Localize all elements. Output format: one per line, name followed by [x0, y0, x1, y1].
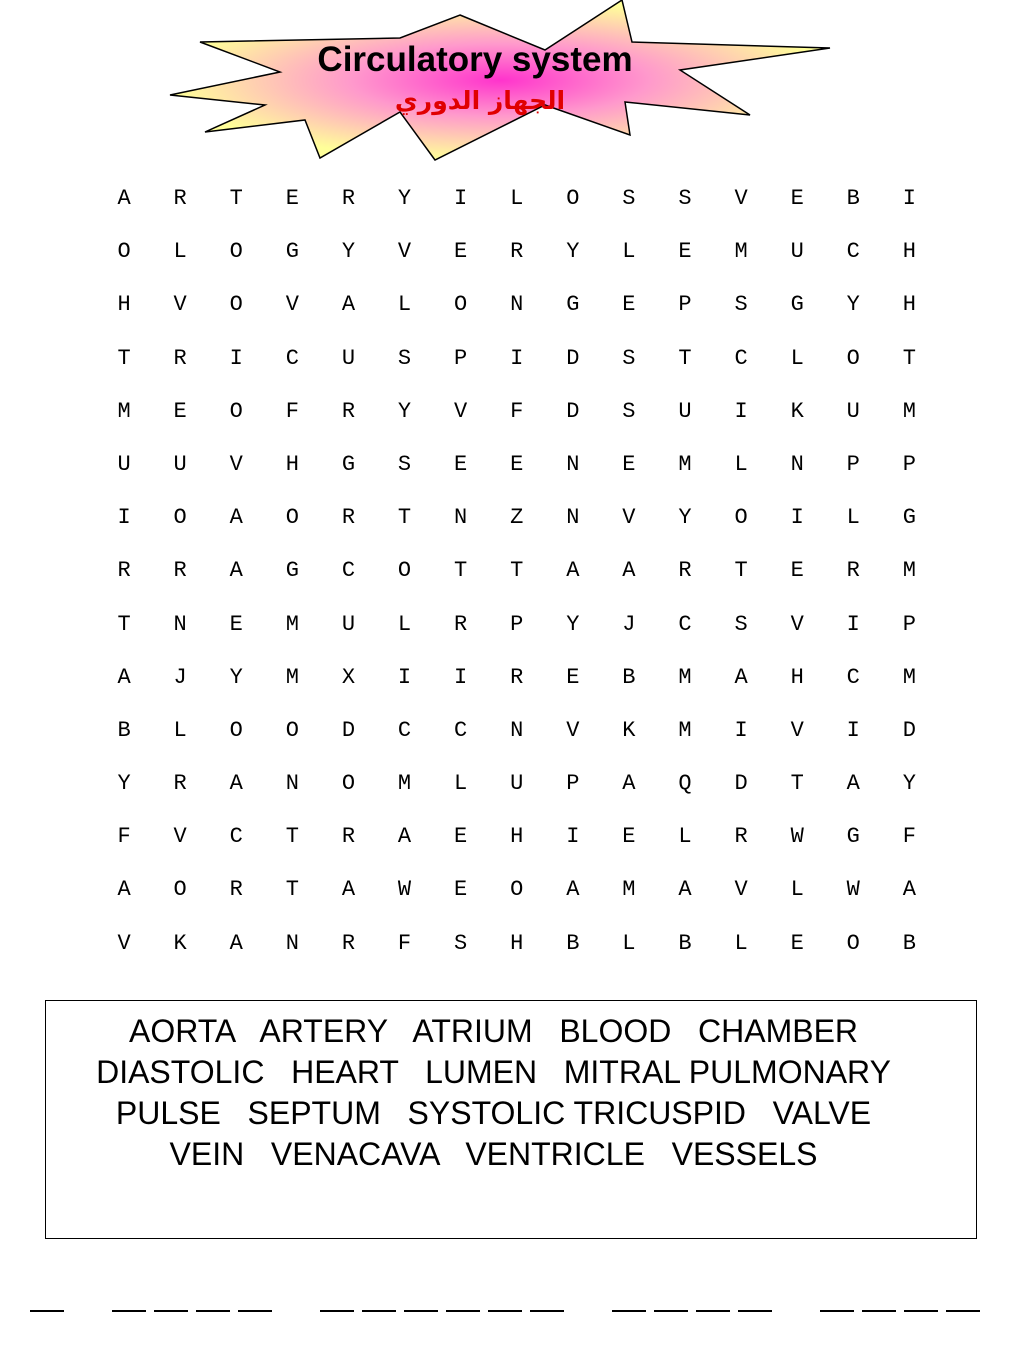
grid-cell[interactable]: V: [454, 398, 468, 424]
grid-cell[interactable]: O: [510, 877, 524, 903]
grid-cell[interactable]: L: [173, 239, 187, 265]
grid-cell[interactable]: I: [117, 505, 131, 531]
grid-cell[interactable]: E: [454, 451, 468, 477]
grid-cell[interactable]: E: [678, 239, 692, 265]
grid-cell[interactable]: E: [454, 877, 468, 903]
grid-cell[interactable]: A: [229, 771, 243, 797]
answer-blank[interactable]: [446, 1310, 480, 1312]
grid-cell[interactable]: R: [454, 611, 468, 637]
grid-cell[interactable]: V: [173, 292, 187, 318]
grid-cell[interactable]: U: [117, 451, 131, 477]
grid-row: [96, 172, 937, 225]
grid-cell[interactable]: E: [790, 930, 804, 956]
grid-cell[interactable]: G: [566, 292, 580, 318]
grid-cell[interactable]: I: [566, 824, 580, 850]
grid-cell[interactable]: Y: [397, 398, 412, 424]
answer-blank[interactable]: [946, 1310, 980, 1312]
grid-cell[interactable]: R: [173, 558, 187, 584]
grid-cell[interactable]: E: [790, 558, 804, 584]
grid-cell[interactable]: H: [510, 824, 524, 850]
grid-cell[interactable]: Y: [397, 186, 412, 211]
grid-cell[interactable]: I: [510, 345, 524, 371]
grid-cell[interactable]: N: [566, 505, 580, 531]
grid-cell[interactable]: L: [397, 611, 412, 637]
grid-cell[interactable]: R: [173, 771, 187, 797]
grid-cell[interactable]: M: [678, 451, 692, 477]
grid-cell[interactable]: H: [285, 451, 299, 477]
grid-cell[interactable]: D: [341, 717, 356, 743]
grid-cell[interactable]: T: [285, 877, 299, 903]
grid-cell[interactable]: H: [902, 292, 916, 318]
answer-blank[interactable]: [30, 1310, 64, 1312]
grid-cell[interactable]: S: [678, 186, 692, 211]
grid-cell[interactable]: T: [397, 505, 412, 531]
grid-cell[interactable]: O: [454, 292, 468, 318]
grid-cell[interactable]: E: [622, 292, 636, 318]
grid-cell[interactable]: V: [790, 717, 804, 743]
grid-cell[interactable]: B: [622, 664, 636, 690]
grid-cell[interactable]: V: [397, 239, 412, 265]
page-title-arabic: الجهاز الدوري: [394, 86, 566, 115]
grid-cell[interactable]: R: [510, 664, 524, 690]
grid-cell[interactable]: O: [229, 398, 243, 424]
grid-cell[interactable]: E: [790, 186, 804, 211]
grid-cell[interactable]: R: [341, 824, 356, 850]
grid-cell[interactable]: Z: [510, 505, 524, 531]
grid-cell[interactable]: R: [341, 186, 356, 211]
grid-cell[interactable]: B: [846, 186, 860, 211]
grid-cell[interactable]: Y: [566, 239, 580, 265]
grid-cell[interactable]: S: [397, 451, 412, 477]
grid-row: [96, 917, 937, 970]
grid-cell[interactable]: N: [285, 771, 299, 797]
grid-cell[interactable]: G: [790, 292, 804, 318]
grid-row: [96, 598, 937, 651]
grid-cell[interactable]: U: [173, 451, 187, 477]
grid-cell[interactable]: T: [285, 824, 299, 850]
grid-cell[interactable]: V: [734, 877, 748, 903]
grid-cell[interactable]: J: [622, 611, 636, 637]
grid-cell[interactable]: N: [566, 451, 580, 477]
grid-cell[interactable]: U: [790, 239, 804, 265]
grid-cell[interactable]: S: [397, 345, 412, 371]
grid-row: [96, 863, 937, 916]
grid-cell[interactable]: O: [117, 239, 131, 265]
grid-cell[interactable]: A: [397, 824, 412, 850]
answer-blank[interactable]: [696, 1310, 730, 1312]
page-title: Circulatory system: [317, 40, 633, 79]
answer-blank[interactable]: [654, 1310, 688, 1312]
grid-cell[interactable]: T: [902, 345, 916, 371]
grid-cell[interactable]: E: [454, 239, 468, 265]
grid-cell[interactable]: O: [173, 505, 187, 531]
grid-cell[interactable]: O: [846, 345, 860, 371]
grid-cell[interactable]: A: [117, 664, 131, 690]
answer-blank[interactable]: [738, 1310, 772, 1312]
grid-cell[interactable]: M: [622, 877, 636, 903]
grid-cell[interactable]: J: [173, 664, 187, 690]
grid-cell[interactable]: I: [790, 505, 804, 531]
grid-cell[interactable]: E: [510, 451, 524, 477]
grid-cell[interactable]: R: [173, 186, 187, 211]
answer-blank[interactable]: [862, 1310, 896, 1312]
grid-cell[interactable]: K: [173, 930, 187, 956]
grid-cell[interactable]: A: [341, 292, 356, 318]
grid-cell[interactable]: I: [734, 398, 748, 424]
grid-cell[interactable]: Y: [902, 771, 916, 797]
grid-cell[interactable]: E: [622, 451, 636, 477]
grid-cell[interactable]: A: [734, 664, 748, 690]
grid-row: [96, 757, 937, 810]
answer-blank[interactable]: [196, 1310, 230, 1312]
word-list-line: DIASTOLIC HEART LUMEN MITRAL PULMONARY: [96, 1054, 891, 1090]
grid-cell[interactable]: Q: [678, 771, 692, 797]
grid-cell[interactable]: B: [678, 930, 692, 956]
grid-cell[interactable]: G: [285, 558, 299, 584]
grid-cell[interactable]: P: [566, 771, 580, 797]
grid-cell[interactable]: Y: [846, 292, 860, 318]
grid-cell[interactable]: N: [173, 611, 187, 637]
grid-cell[interactable]: P: [902, 451, 916, 477]
grid-cell[interactable]: N: [454, 505, 468, 531]
grid-cell[interactable]: M: [678, 717, 692, 743]
grid-cell[interactable]: O: [341, 771, 356, 797]
grid-cell[interactable]: A: [229, 558, 243, 584]
grid-cell[interactable]: R: [229, 877, 243, 903]
grid-cell[interactable]: H: [790, 664, 804, 690]
grid-cell[interactable]: S: [734, 292, 748, 318]
grid-cell[interactable]: A: [678, 877, 692, 903]
grid-cell[interactable]: T: [510, 558, 524, 584]
grid-cell[interactable]: C: [229, 824, 243, 850]
word-list: [46, 1011, 941, 1175]
grid-row: [96, 278, 937, 331]
grid-cell[interactable]: M: [285, 611, 299, 637]
grid-cell[interactable]: F: [902, 824, 916, 850]
grid-cell[interactable]: C: [397, 717, 412, 743]
grid-cell[interactable]: K: [790, 398, 804, 424]
grid-cell[interactable]: S: [734, 611, 748, 637]
grid-cell[interactable]: O: [229, 239, 243, 265]
grid-cell[interactable]: L: [173, 717, 187, 743]
grid-cell[interactable]: Y: [229, 664, 243, 690]
grid-cell[interactable]: L: [790, 877, 804, 903]
grid-row: [96, 438, 937, 491]
grid-cell[interactable]: M: [117, 398, 131, 424]
answer-blank[interactable]: [612, 1310, 646, 1312]
grid-cell[interactable]: O: [566, 186, 580, 211]
grid-cell[interactable]: A: [229, 930, 243, 956]
grid-cell[interactable]: B: [902, 930, 916, 956]
grid-cell[interactable]: F: [510, 398, 524, 424]
answer-blank[interactable]: [154, 1310, 188, 1312]
grid-cell[interactable]: F: [117, 824, 131, 850]
grid-cell[interactable]: A: [117, 877, 131, 903]
grid-cell[interactable]: D: [902, 717, 916, 743]
word-list-box: [45, 1000, 977, 1239]
grid-cell[interactable]: V: [229, 451, 243, 477]
grid-cell[interactable]: O: [229, 717, 243, 743]
grid-cell[interactable]: P: [454, 345, 468, 371]
grid-cell[interactable]: W: [846, 877, 860, 903]
grid-cell[interactable]: Y: [678, 505, 692, 531]
grid-cell[interactable]: M: [285, 664, 299, 690]
grid-cell[interactable]: I: [454, 664, 468, 690]
grid-row: [96, 544, 937, 597]
grid-row: [96, 651, 937, 704]
grid-cell[interactable]: L: [397, 292, 412, 318]
grid-cell[interactable]: R: [341, 505, 356, 531]
grid-cell[interactable]: A: [566, 558, 580, 584]
grid-cell[interactable]: V: [734, 186, 748, 211]
grid-cell[interactable]: N: [510, 717, 524, 743]
grid-cell[interactable]: H: [510, 930, 524, 956]
grid-cell[interactable]: D: [566, 345, 580, 371]
grid-cell[interactable]: M: [902, 664, 916, 690]
grid-cell[interactable]: C: [734, 345, 748, 371]
grid-cell[interactable]: T: [790, 771, 804, 797]
grid-cell[interactable]: C: [285, 345, 299, 371]
grid-cell[interactable]: R: [117, 558, 131, 584]
grid-cell[interactable]: F: [397, 930, 412, 956]
grid-cell[interactable]: E: [622, 824, 636, 850]
grid-cell[interactable]: N: [510, 292, 524, 318]
grid-cell[interactable]: L: [622, 239, 636, 265]
grid-cell[interactable]: I: [229, 345, 243, 371]
grid-cell[interactable]: A: [622, 771, 636, 797]
grid-cell[interactable]: O: [397, 558, 412, 584]
answer-blank[interactable]: [112, 1310, 146, 1312]
grid-cell[interactable]: R: [510, 239, 524, 265]
grid-cell[interactable]: E: [454, 824, 468, 850]
grid-row: [96, 225, 937, 278]
grid-cell[interactable]: S: [622, 398, 636, 424]
grid-cell[interactable]: T: [117, 345, 131, 371]
grid-cell[interactable]: R: [678, 558, 692, 584]
grid-cell[interactable]: G: [285, 239, 299, 265]
word-list-line: AORTA ARTERY ATRIUM BLOOD CHAMBER: [128, 1013, 859, 1049]
grid-cell[interactable]: E: [229, 611, 243, 637]
grid-cell[interactable]: M: [734, 239, 748, 265]
grid-cell[interactable]: G: [846, 824, 860, 850]
answer-blank[interactable]: [320, 1310, 354, 1312]
grid-cell[interactable]: I: [454, 186, 468, 211]
grid-cell[interactable]: L: [622, 930, 636, 956]
grid-cell[interactable]: P: [510, 611, 524, 637]
grid-cell[interactable]: G: [902, 505, 916, 531]
grid-cell[interactable]: H: [117, 292, 131, 318]
grid-cell[interactable]: B: [566, 930, 580, 956]
grid-cell[interactable]: I: [846, 717, 860, 743]
grid-cell[interactable]: A: [229, 505, 243, 531]
grid-cell[interactable]: K: [622, 717, 636, 743]
grid-row: [96, 332, 937, 385]
grid-row: [96, 810, 937, 863]
grid-cell[interactable]: O: [285, 717, 299, 743]
grid-cell[interactable]: S: [622, 186, 636, 211]
grid-cell[interactable]: T: [454, 558, 468, 584]
grid-cell[interactable]: A: [341, 877, 356, 903]
grid-cell[interactable]: V: [117, 930, 131, 956]
answer-blank[interactable]: [362, 1310, 396, 1312]
grid-cell[interactable]: P: [846, 451, 860, 477]
grid-cell[interactable]: U: [341, 611, 356, 637]
grid-cell[interactable]: V: [173, 824, 187, 850]
grid-cell[interactable]: E: [285, 186, 299, 211]
grid-cell[interactable]: O: [285, 505, 299, 531]
grid-cell[interactable]: M: [902, 558, 916, 584]
grid-cell[interactable]: S: [454, 930, 468, 956]
grid-cell[interactable]: A: [902, 877, 916, 903]
grid-cell[interactable]: C: [341, 558, 356, 584]
grid-cell[interactable]: O: [173, 877, 187, 903]
answer-blank[interactable]: [530, 1310, 564, 1312]
grid-cell[interactable]: V: [790, 611, 804, 637]
answer-blank[interactable]: [238, 1310, 272, 1312]
grid-cell[interactable]: H: [902, 239, 916, 265]
grid-cell[interactable]: B: [117, 717, 131, 743]
grid-cell[interactable]: U: [510, 771, 524, 797]
grid-cell[interactable]: D: [734, 771, 748, 797]
grid-cell[interactable]: N: [790, 451, 804, 477]
grid-row: [96, 385, 937, 438]
grid-cell[interactable]: A: [846, 771, 860, 797]
grid-cell[interactable]: C: [454, 717, 468, 743]
grid-cell[interactable]: L: [734, 451, 748, 477]
grid-cell[interactable]: P: [678, 292, 692, 318]
grid-cell[interactable]: U: [846, 398, 860, 424]
grid-cell[interactable]: Y: [341, 239, 356, 265]
grid-cell[interactable]: R: [734, 824, 748, 850]
grid-cell[interactable]: C: [678, 611, 692, 637]
grid-cell[interactable]: R: [341, 930, 356, 956]
grid-cell[interactable]: Y: [566, 611, 580, 637]
grid-cell[interactable]: O: [734, 505, 748, 531]
grid-cell[interactable]: V: [566, 717, 580, 743]
grid-cell[interactable]: R: [846, 558, 860, 584]
grid-cell[interactable]: C: [846, 239, 860, 265]
word-list-line: PULSE SEPTUM SYSTOLIC TRICUSPID VALVE: [115, 1095, 872, 1131]
grid-cell[interactable]: V: [622, 505, 636, 531]
grid-cell[interactable]: L: [734, 930, 748, 956]
grid-cell[interactable]: M: [397, 771, 412, 797]
answer-blank[interactable]: [404, 1310, 438, 1312]
grid-cell[interactable]: L: [510, 186, 524, 211]
grid-cell[interactable]: W: [397, 877, 412, 903]
grid-cell[interactable]: C: [846, 664, 860, 690]
grid-cell[interactable]: E: [173, 398, 187, 424]
grid-cell[interactable]: L: [790, 345, 804, 371]
grid-row: [96, 704, 937, 757]
answer-blank[interactable]: [488, 1310, 522, 1312]
word-list-line: VEIN VENACAVA VENTRICLE VESSELS: [169, 1136, 818, 1172]
grid-cell[interactable]: O: [846, 930, 860, 956]
grid-cell[interactable]: T: [229, 186, 243, 211]
grid-cell[interactable]: A: [117, 186, 131, 211]
grid-cell[interactable]: T: [117, 611, 131, 637]
answer-blank[interactable]: [904, 1310, 938, 1312]
grid-cell[interactable]: L: [846, 505, 860, 531]
answer-blank[interactable]: [820, 1310, 854, 1312]
grid-cell[interactable]: X: [341, 664, 356, 690]
grid-cell[interactable]: D: [566, 398, 580, 424]
grid-cell[interactable]: V: [285, 292, 299, 318]
grid-cell[interactable]: I: [397, 664, 412, 690]
grid-cell[interactable]: A: [566, 877, 580, 903]
grid-cell[interactable]: R: [173, 345, 187, 371]
grid-cell[interactable]: I: [734, 717, 748, 743]
grid-cell[interactable]: I: [902, 186, 916, 211]
word-search-grid: [96, 172, 937, 970]
grid-cell[interactable]: E: [566, 664, 580, 690]
grid-cell[interactable]: L: [454, 771, 468, 797]
grid-cell[interactable]: N: [285, 930, 299, 956]
grid-cell[interactable]: U: [678, 398, 692, 424]
grid-cell[interactable]: I: [846, 611, 860, 637]
grid-cell[interactable]: G: [341, 451, 356, 477]
grid-cell[interactable]: T: [734, 558, 748, 584]
grid-cell[interactable]: A: [622, 558, 636, 584]
grid-cell[interactable]: P: [902, 611, 916, 637]
grid-cell[interactable]: T: [678, 345, 692, 371]
grid-cell[interactable]: M: [902, 398, 916, 424]
grid-cell[interactable]: Y: [117, 771, 131, 797]
grid-cell[interactable]: F: [285, 398, 299, 424]
grid-cell[interactable]: R: [341, 398, 356, 424]
grid-cell[interactable]: L: [678, 824, 692, 850]
grid-cell[interactable]: S: [622, 345, 636, 371]
grid-cell[interactable]: W: [790, 824, 804, 850]
grid-row: [96, 491, 937, 544]
title-starburst: [160, 0, 840, 165]
grid-cell[interactable]: U: [341, 345, 356, 371]
grid-cell[interactable]: O: [229, 292, 243, 318]
grid-cell[interactable]: M: [678, 664, 692, 690]
answer-blanks: [30, 1292, 1000, 1322]
